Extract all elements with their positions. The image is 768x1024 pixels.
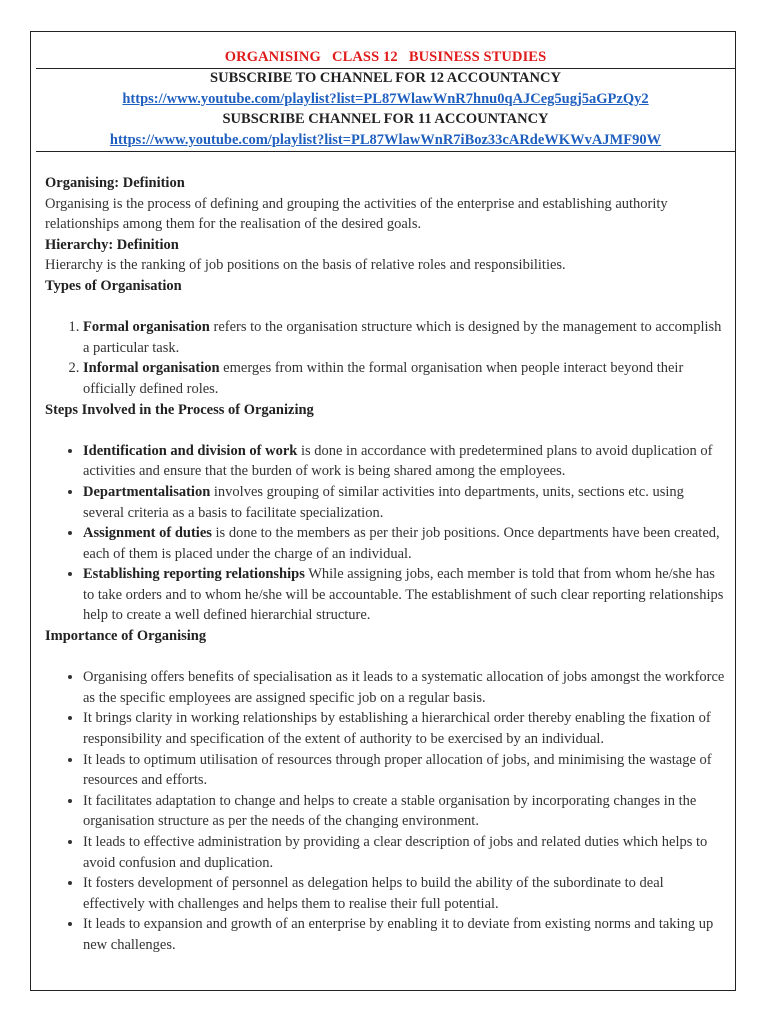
link-12-row [36, 89, 735, 110]
list-item [83, 564, 725, 626]
subscribe-11-text: SUBSCRIBE CHANNEL FOR 11 ACCOUNTANCY [222, 111, 549, 127]
importance-list [45, 667, 725, 955]
list-item [83, 441, 725, 482]
list-item-term: Informal organisation [83, 360, 220, 377]
list-item-text: emerges from within the formal organisation when people interact beyond their officially defined roles. [83, 360, 684, 397]
types-heading: Types of Organisation [45, 277, 182, 294]
hierarchy-text: Hierarchy is the ranking of job positions on the basis of relative roles and responsibilities. [45, 257, 566, 274]
list-item-term: Identification and division of work [83, 442, 298, 459]
list-item-term: Establishing reporting relationships [83, 566, 305, 583]
list-item: • It brings clarity in working relationships by establishing a hierarchical order thereby enabling the fixation of responsibility and specification of the extent of authority to be exercised by an individual. [83, 708, 725, 749]
list-item-text: refers to the organisation structure which is designed by the management to accomplish a particular task. [83, 319, 722, 356]
importance-heading: Importance of Organising [45, 628, 207, 645]
list-item: • It leads to optimum utilisation of resources through proper allocation of jobs, and minimising the wastage of resources and efforts. [83, 750, 725, 791]
list-item [83, 358, 725, 399]
list-item: • It leads to effective administration by providing a clear description of jobs and related duties which helps to avoid confusion and duplication. [83, 832, 725, 873]
list-item-term: Assignment of duties [83, 525, 212, 542]
list-item-text: involves grouping of similar activities into departments, units, sections etc. using several criteria as a basis to facilitate specialization. [83, 483, 684, 521]
steps-list [45, 441, 725, 626]
list-item-text: While assigning jobs, each member is told that from whom he/she has to take orders and to whom he/she will be accountable. The establishment of such clear reporting relationships help to create a well defined hierarchial structure. [83, 566, 724, 624]
steps-heading: Steps Involved in the Process of Organizing [45, 401, 314, 418]
list-item: • It leads to expansion and growth of an enterprise by enabling it to deviate from existing norms and taking up new challenges. [83, 914, 725, 955]
list-item-text: is done in accordance with predetermined plans to avoid duplication of activities and ensure that the burden of work is being shared among the employees. [83, 442, 713, 480]
definition-heading: Organising: Definition [45, 175, 185, 191]
hierarchy-heading: Hierarchy: Definition [45, 236, 179, 253]
types-list [45, 317, 725, 399]
list-item: • Organising offers benefits of specialisation as it leads to a systematic allocation of jobs amongst the workforce as the specific employees are assigned specific job on a regular basis. [83, 667, 725, 708]
list-item [83, 317, 725, 358]
document-body [45, 173, 725, 956]
list-item: • It fosters development of personnel as delegation helps to build the ability of the subordinate to deal effectively with challenges and helps them to realise their full potential. [83, 873, 725, 914]
subscribe-12-text: SUBSCRIBE TO CHANNEL FOR 12 ACCOUNTANCY [210, 70, 561, 86]
definition-text: Organising is the process of defining and grouping the activities of the enterprise and establishing authority relationships among them for the realisation of the desired goals. [45, 195, 668, 233]
list-item: • It facilitates adaptation to change and helps to create a stable organisation by incorporating changes in the organisation structure as per the needs of the changing environment. [83, 791, 725, 832]
list-item-text: is done to the members as per their job positions. Once departments have been created, each of them is placed under the charge of an individual. [83, 525, 720, 562]
list-item-term: Formal organisation [83, 319, 210, 336]
list-item-term: Departmentalisation [83, 483, 211, 500]
list-item [83, 523, 725, 564]
playlist-link-12[interactable]: https://www.youtube.com/playlist?list=PL87WlawWnR7hnu0qAJCeg5ugj5aGPzQy2 [122, 91, 649, 107]
link-11-row [36, 130, 735, 151]
header-divider [36, 151, 735, 152]
list-item [83, 482, 725, 523]
document-page [30, 31, 736, 991]
playlist-link-11[interactable]: https://www.youtube.com/playlist?list=PL87WlawWnR7iBoz33cARdeWKWvAJMF90W [109, 132, 662, 148]
page-title: ORGANISING CLASS 12 BUSINESS STUDIES [224, 49, 547, 65]
